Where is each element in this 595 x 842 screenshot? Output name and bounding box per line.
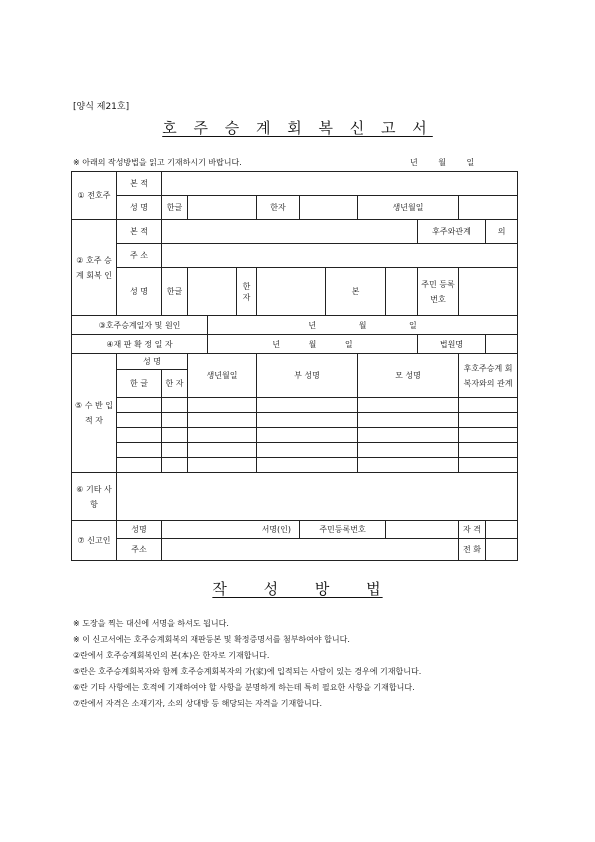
section5-row2-hangeul[interactable] (117, 413, 162, 428)
instruction-line: ※ 도장을 찍는 대신에 서명을 하셔도 됩니다. (73, 619, 229, 628)
section5-row2-hanja[interactable] (162, 413, 188, 428)
section5-row1-mother[interactable] (358, 398, 459, 413)
section7-label: ⑦ 신고인 (72, 521, 117, 561)
section2-address-label: 주 소 (117, 244, 162, 268)
section2-name-label: 성 명 (117, 268, 162, 316)
section5-row4-hanja[interactable] (162, 443, 188, 458)
section1-label: ① 전호주 (72, 172, 117, 220)
section4-label: ④재 판 확 정 일 자 (72, 335, 208, 354)
section2-hanja-label: 한자 (237, 268, 257, 316)
section1-hanja-field[interactable] (300, 196, 358, 220)
section5-row2-relation[interactable] (459, 413, 518, 428)
instruction-notice: ※ 아래의 작성방법을 읽고 기재하시기 바랍니다. (73, 158, 242, 167)
section3-date-field[interactable]: 년 월 일 (208, 316, 518, 335)
section7-id-field[interactable] (386, 521, 459, 539)
section5-row5-mother[interactable] (358, 458, 459, 473)
report-date[interactable]: 년 월 일 (410, 158, 475, 167)
section5-row1-birthdate[interactable] (188, 398, 257, 413)
section2-label: ② 호주 승계 회복 인 (72, 220, 117, 316)
section5-row2-birthdate[interactable] (188, 413, 257, 428)
section5-row1-hangeul[interactable] (117, 398, 162, 413)
section5-name-label: 성 명 (117, 354, 188, 370)
document-title-text: 호 주 승 계 회 복 신 고 서 (162, 119, 433, 137)
section5-row2-mother[interactable] (358, 413, 459, 428)
section5-row4-hangeul[interactable] (117, 443, 162, 458)
instruction-line: ⑥란 기타 사항에는 호적에 기재하여야 할 사항을 분명하게 하는데 특히 필요한 사항을 기재합니다. (73, 683, 415, 692)
section1-hangeul-field[interactable] (188, 196, 257, 220)
section5-row3-hanja[interactable] (162, 428, 188, 443)
section2-hangeul-field[interactable] (188, 268, 237, 316)
section1-bonjeok-field[interactable] (162, 172, 518, 196)
instructions-list (73, 616, 533, 712)
section1-birthdate-label: 생년월일 (358, 196, 459, 220)
section7-qualification-field[interactable] (486, 521, 518, 539)
section4-court-field[interactable] (486, 335, 518, 354)
section5-row4-birthdate[interactable] (188, 443, 257, 458)
section2-relation-label: 후주와관계 (418, 220, 486, 244)
section2-id-field[interactable] (459, 268, 518, 316)
section7-address-field[interactable] (162, 539, 459, 561)
section5-row4-father[interactable] (257, 443, 358, 458)
section7-signature-field[interactable]: 서명(인) (162, 521, 300, 539)
section1-name-label: 성 명 (117, 196, 162, 220)
section5-row1-father[interactable] (257, 398, 358, 413)
section5-row3-birthdate[interactable] (188, 428, 257, 443)
report-form-table (71, 171, 518, 561)
section5-father-label: 부 성명 (257, 354, 358, 398)
section1-bonjeok-label: 본 적 (117, 172, 162, 196)
section2-relation-field[interactable]: 의 (486, 220, 518, 244)
section5-row1-relation[interactable] (459, 398, 518, 413)
section5-row2-father[interactable] (257, 413, 358, 428)
section5-row5-hanja[interactable] (162, 458, 188, 473)
section5-birthdate-label: 생년월일 (188, 354, 257, 398)
form-number: [양식 제21호] (73, 102, 130, 112)
section5-row3-relation[interactable] (459, 428, 518, 443)
section5-row3-hangeul[interactable] (117, 428, 162, 443)
instruction-line: ⑤란은 호주승계회복자와 함께 호주승계회복자의 가(家)에 입적되는 사람이 있는 경우에 기재합니다. (73, 667, 422, 676)
section5-hanja-label: 한 자 (162, 370, 188, 398)
section2-address-field[interactable] (162, 244, 518, 268)
section7-phone-label: 전 화 (459, 539, 486, 561)
section1-hangeul-label: 한글 (162, 196, 188, 220)
section5-hangeul-label: 한 글 (117, 370, 162, 398)
section5-relation-label: 후호주승계 회복자와의 관계 (459, 354, 518, 398)
section5-row4-mother[interactable] (358, 443, 459, 458)
section2-hangeul-label: 한글 (162, 268, 188, 316)
section1-hanja-label: 한자 (257, 196, 300, 220)
section5-label: ⑤ 수 반 입 적 자 (72, 354, 117, 473)
section7-phone-field[interactable] (486, 539, 518, 561)
section5-row4-relation[interactable] (459, 443, 518, 458)
section5-row5-relation[interactable] (459, 458, 518, 473)
section5-row3-mother[interactable] (358, 428, 459, 443)
section5-row1-hanja[interactable] (162, 398, 188, 413)
section2-id-label: 주민 등록 번호 (418, 268, 459, 316)
section4-court-label: 법원명 (418, 335, 486, 354)
section2-bon-field[interactable] (386, 268, 418, 316)
section7-id-label: 주민등록번호 (300, 521, 386, 539)
section5-row5-father[interactable] (257, 458, 358, 473)
section5-row3-father[interactable] (257, 428, 358, 443)
instruction-line: ②란에서 호주승계회복인의 본(本)은 한자로 기재합니다. (73, 651, 270, 660)
section4-date-field[interactable]: 년 월 일 (208, 335, 418, 354)
section5-row5-hangeul[interactable] (117, 458, 162, 473)
section7-address-label: 주소 (117, 539, 162, 561)
section7-name-label: 성명 (117, 521, 162, 539)
section6-field[interactable] (117, 473, 518, 521)
method-title-text: 작 성 방 법 (212, 580, 383, 598)
section3-label: ③호주승계일자 및 원인 (72, 316, 208, 335)
document-title (0, 117, 595, 138)
section6-label: ⑥ 기타 사항 (72, 473, 117, 521)
section5-mother-label: 모 성명 (358, 354, 459, 398)
section1-birthdate-field[interactable] (459, 196, 518, 220)
section2-bon-label: 본 (326, 268, 386, 316)
method-title (0, 578, 595, 599)
instruction-line: ⑦란에서 자격은 소재기자, 소의 상대방 등 해당되는 자격을 기재합니다. (73, 699, 322, 708)
section7-qualification-label: 자 격 (459, 521, 486, 539)
section2-bonjeok-label: 본 적 (117, 220, 162, 244)
section2-bonjeok-field[interactable] (162, 220, 418, 244)
instruction-line: ※ 이 신고서에는 호주승계회복의 재판등본 및 확정증명서를 첨부하여야 합니다. (73, 635, 350, 644)
section5-row5-birthdate[interactable] (188, 458, 257, 473)
section2-hanja-field[interactable] (257, 268, 326, 316)
